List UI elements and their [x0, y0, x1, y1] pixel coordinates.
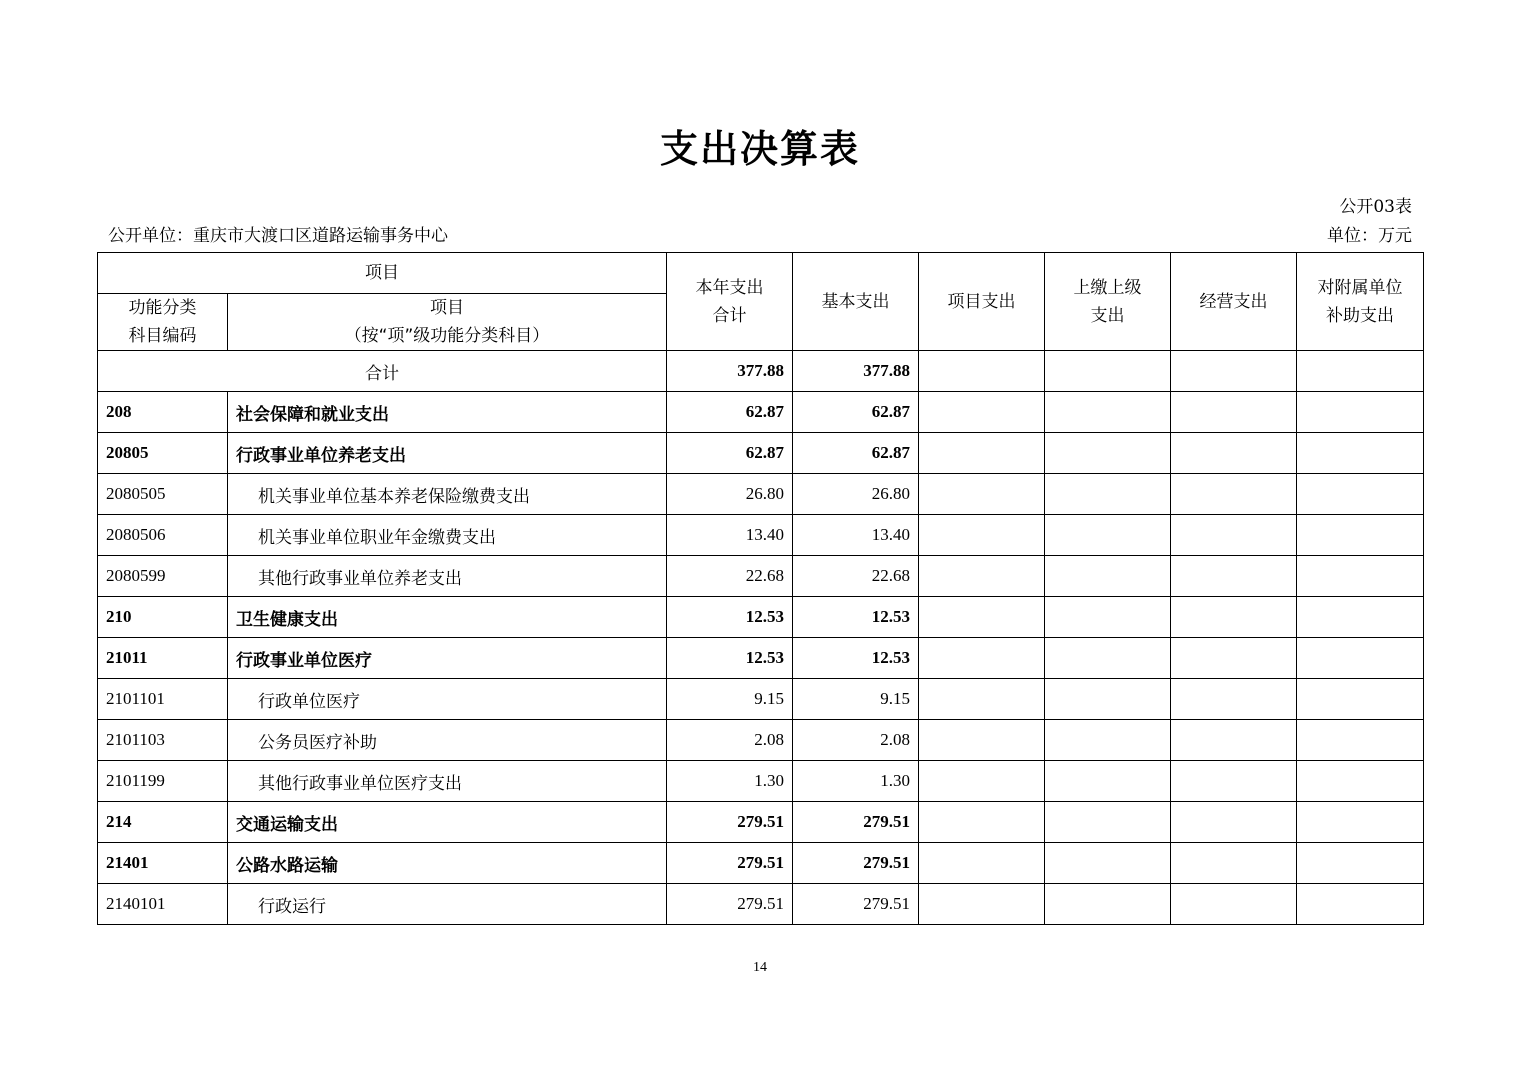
header-upper-line1: 上缴上级 — [1073, 277, 1142, 298]
row-upper — [1045, 515, 1171, 556]
row-project — [919, 761, 1045, 802]
row-project — [919, 556, 1045, 597]
row-total: 279.51 — [667, 843, 793, 884]
row-business — [1171, 843, 1297, 884]
row-code: 208 — [98, 392, 228, 433]
row-subsidy — [1297, 474, 1424, 515]
reporting-unit: 公开单位：重庆市大渡口区道路运输事务中心 — [108, 226, 448, 246]
row-business — [1171, 761, 1297, 802]
row-subsidy — [1297, 761, 1424, 802]
header-upper — [1045, 253, 1171, 351]
row-name: 卫生健康支出 — [228, 597, 667, 638]
row-project — [919, 638, 1045, 679]
row-business — [1171, 679, 1297, 720]
row-code: 2101101 — [98, 679, 228, 720]
row-upper — [1045, 556, 1171, 597]
row-total: 279.51 — [667, 802, 793, 843]
row-subsidy — [1297, 679, 1424, 720]
row-subsidy — [1297, 515, 1424, 556]
table-row — [98, 638, 1424, 679]
row-project — [919, 843, 1045, 884]
row-business — [1171, 884, 1297, 925]
header-subsidy-line1: 对附属单位 — [1317, 277, 1403, 298]
table-row — [98, 802, 1424, 843]
total-project — [919, 351, 1045, 392]
row-business — [1171, 474, 1297, 515]
header-total — [667, 253, 793, 351]
total-basic: 377.88 — [793, 351, 919, 392]
header-code-line2: 科目编码 — [128, 326, 197, 346]
row-total: 62.87 — [667, 433, 793, 474]
expenditure-table — [97, 252, 1424, 925]
header-item-group: 项目 — [98, 253, 667, 294]
row-upper — [1045, 474, 1171, 515]
table-row — [98, 392, 1424, 433]
row-upper — [1045, 884, 1171, 925]
page-number: 14 — [753, 960, 767, 975]
row-code: 2080599 — [98, 556, 228, 597]
row-total: 9.15 — [667, 679, 793, 720]
row-business — [1171, 515, 1297, 556]
row-basic: 22.68 — [793, 556, 919, 597]
table-row — [98, 597, 1424, 638]
row-basic: 62.87 — [793, 392, 919, 433]
table-row — [98, 474, 1424, 515]
row-name: 行政单位医疗 — [228, 679, 667, 720]
table-row — [98, 679, 1424, 720]
row-upper — [1045, 638, 1171, 679]
total-amount: 377.88 — [667, 351, 793, 392]
row-code: 214 — [98, 802, 228, 843]
header-project: 项目支出 — [919, 253, 1045, 351]
row-business — [1171, 556, 1297, 597]
table-row — [98, 433, 1424, 474]
row-code: 21401 — [98, 843, 228, 884]
table-row — [98, 843, 1424, 884]
total-subsidy — [1297, 351, 1424, 392]
row-business — [1171, 638, 1297, 679]
row-code: 2080506 — [98, 515, 228, 556]
row-name: 其他行政事业单位养老支出 — [228, 556, 667, 597]
total-row — [98, 351, 1424, 392]
row-upper — [1045, 843, 1171, 884]
header-total-line1: 本年支出 — [695, 277, 764, 298]
row-business — [1171, 433, 1297, 474]
row-basic: 26.80 — [793, 474, 919, 515]
row-project — [919, 392, 1045, 433]
row-basic: 12.53 — [793, 638, 919, 679]
header-basic: 基本支出 — [793, 253, 919, 351]
row-code: 2080505 — [98, 474, 228, 515]
row-total: 279.51 — [667, 884, 793, 925]
row-business — [1171, 392, 1297, 433]
row-name: 其他行政事业单位医疗支出 — [228, 761, 667, 802]
total-business — [1171, 351, 1297, 392]
row-total: 2.08 — [667, 720, 793, 761]
row-total: 26.80 — [667, 474, 793, 515]
row-upper — [1045, 761, 1171, 802]
row-total: 62.87 — [667, 392, 793, 433]
row-upper — [1045, 392, 1171, 433]
row-basic: 279.51 — [793, 843, 919, 884]
row-code: 210 — [98, 597, 228, 638]
header-total-line2: 合计 — [712, 305, 747, 326]
row-total: 22.68 — [667, 556, 793, 597]
row-upper — [1045, 720, 1171, 761]
row-subsidy — [1297, 884, 1424, 925]
header-name-line2: （按“项”级功能分类科目） — [344, 326, 550, 346]
header-upper-line2: 支出 — [1090, 305, 1125, 326]
table-row — [98, 515, 1424, 556]
row-subsidy — [1297, 597, 1424, 638]
header-name — [228, 294, 667, 351]
row-code: 2140101 — [98, 884, 228, 925]
row-subsidy — [1297, 638, 1424, 679]
row-subsidy — [1297, 433, 1424, 474]
row-subsidy — [1297, 843, 1424, 884]
row-project — [919, 597, 1045, 638]
row-project — [919, 679, 1045, 720]
total-upper — [1045, 351, 1171, 392]
row-basic: 9.15 — [793, 679, 919, 720]
header-name-line1: 项目 — [430, 298, 464, 318]
row-subsidy — [1297, 720, 1424, 761]
header-code-line1: 功能分类 — [128, 298, 197, 318]
row-total: 12.53 — [667, 597, 793, 638]
row-business — [1171, 802, 1297, 843]
row-project — [919, 433, 1045, 474]
row-code: 21011 — [98, 638, 228, 679]
row-name: 公路水路运输 — [228, 843, 667, 884]
table-row — [98, 720, 1424, 761]
row-business — [1171, 720, 1297, 761]
row-basic: 62.87 — [793, 433, 919, 474]
row-project — [919, 515, 1045, 556]
row-name: 公务员医疗补助 — [228, 720, 667, 761]
row-name: 交通运输支出 — [228, 802, 667, 843]
row-upper — [1045, 433, 1171, 474]
total-label: 合计 — [98, 351, 667, 392]
header-subsidy-line2: 补助支出 — [1326, 305, 1394, 326]
currency-unit: 单位：万元 — [1327, 226, 1412, 246]
form-code: 公开03表 — [1339, 197, 1412, 217]
row-code: 20805 — [98, 433, 228, 474]
row-name: 机关事业单位基本养老保险缴费支出 — [228, 474, 667, 515]
row-upper — [1045, 679, 1171, 720]
row-subsidy — [1297, 556, 1424, 597]
header-row-1 — [98, 253, 1424, 294]
row-basic: 12.53 — [793, 597, 919, 638]
header-code — [98, 294, 228, 351]
table-row — [98, 884, 1424, 925]
page-title: 支出决算表 — [659, 127, 860, 171]
row-total: 12.53 — [667, 638, 793, 679]
header-subsidy — [1297, 253, 1424, 351]
row-subsidy — [1297, 392, 1424, 433]
row-name: 行政运行 — [228, 884, 667, 925]
row-business — [1171, 597, 1297, 638]
row-project — [919, 474, 1045, 515]
row-basic: 13.40 — [793, 515, 919, 556]
table-row — [98, 556, 1424, 597]
row-project — [919, 802, 1045, 843]
row-name: 社会保障和就业支出 — [228, 392, 667, 433]
row-total: 1.30 — [667, 761, 793, 802]
row-basic: 2.08 — [793, 720, 919, 761]
row-basic: 279.51 — [793, 802, 919, 843]
row-project — [919, 720, 1045, 761]
row-subsidy — [1297, 802, 1424, 843]
header-business: 经营支出 — [1171, 253, 1297, 351]
row-basic: 279.51 — [793, 884, 919, 925]
row-project — [919, 884, 1045, 925]
row-name: 机关事业单位职业年金缴费支出 — [228, 515, 667, 556]
row-upper — [1045, 597, 1171, 638]
row-code: 2101199 — [98, 761, 228, 802]
row-basic: 1.30 — [793, 761, 919, 802]
row-total: 13.40 — [667, 515, 793, 556]
table-row — [98, 761, 1424, 802]
row-code: 2101103 — [98, 720, 228, 761]
row-upper — [1045, 802, 1171, 843]
row-name: 行政事业单位医疗 — [228, 638, 667, 679]
row-name: 行政事业单位养老支出 — [228, 433, 667, 474]
